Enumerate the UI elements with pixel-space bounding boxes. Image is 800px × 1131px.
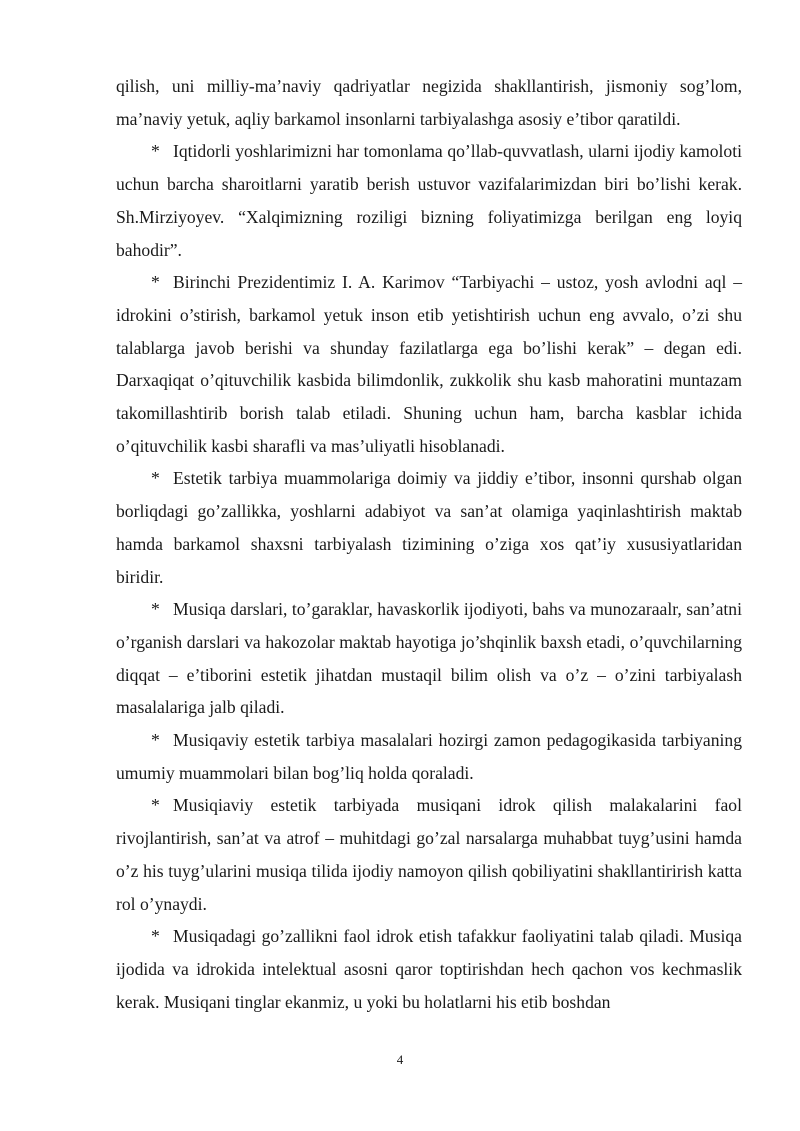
- asterisk-bullet-icon: *: [151, 599, 160, 620]
- asterisk-bullet-icon: *: [151, 926, 160, 947]
- paragraph-continuation: [116, 70, 742, 135]
- paragraph-text: Musiqaviy estetik tarbiya masalalari hozirgi zamon pedagogikasida tarbiyaning umumiy muammolari bilan bog’liq holda qoraladi.: [116, 730, 742, 783]
- paragraph-text: Musiqa darslari, to’garaklar, havaskorlik ijodiyoti, bahs va munozaraalr, san’atni o’rganish darslari va hakozolar maktab hayotiga jo’shqinlik baxsh etadi, o’quvchilarning diqqat – e’tiborini estetik jihatdan mustaqil bilim olish va o’z – o’zini tarbiyalash masalalariga jalb qiladi.: [116, 599, 742, 718]
- bullet-paragraph-karimov-quote: [116, 266, 742, 462]
- paragraph-text: qilish, uni milliy-ma’naviy qadriyatlar negizida shakllantirish, jismoniy sog’lom, ma’naviy yetuk, aqliy barkamol insonlarni tarbiyalashga asosiy e’tibor qaratildi.: [116, 76, 742, 129]
- paragraph-text: Musiqiaviy estetik tarbiyada musiqani idrok qilish malakalarini faol rivojlantirish, san’at va atrof – muhitdagi go’zal narsalarga muhabbat tuyg’usini hamda o’z his tuyg’ularini musiqa tilida ijodiy namoyon qilish qobiliyatini shakllantirirish katta rol o’ynaydi.: [116, 795, 742, 914]
- bullet-paragraph-music-perception: [116, 789, 742, 920]
- asterisk-bullet-icon: *: [151, 795, 160, 816]
- bullet-paragraph-music-lessons: [116, 593, 742, 724]
- asterisk-bullet-icon: *: [151, 730, 160, 751]
- bullet-paragraph-aesthetic-education: [116, 462, 742, 593]
- paragraph-text: Iqtidorli yoshlarimizni har tomonlama qo’llab-quvvatlash, ularni ijodiy kamoloti uchun barcha sharoitlarni yaratib berish ustuvor vazifalarimizdan biri bo’lishi kerak. Sh.Mirziyoyev. “Xalqimizning roziligi bizning foliyatimizga berilgan eng loyiq bahodir”.: [116, 141, 742, 260]
- page-number: 4: [396, 1052, 404, 1067]
- asterisk-bullet-icon: *: [151, 468, 160, 489]
- document-body: [116, 70, 742, 1018]
- paragraph-text: Estetik tarbiya muammolariga doimiy va jiddiy e’tibor, insonni qurshab olgan borliqdagi go’zallikka, yoshlarni adabiyot va san’at olamiga yaqinlashtirish maktab hamda barkamol shaxsni tarbiyalash tizimining o’ziga xos qat’iy xususiyatlaridan biridir.: [116, 468, 742, 587]
- asterisk-bullet-icon: *: [151, 272, 160, 293]
- bullet-paragraph-beauty-in-music: [116, 920, 742, 1018]
- paragraph-text: Musiqadagi go’zallikni faol idrok etish tafakkur faoliyatini talab qiladi. Musiqa ijodida va idrokida intelektual asosni qaror toptirishdan hech qachon vos kechmaslik kerak. Musiqani tinglar ekanmiz, u yoki bu holatlarni his etib boshdan: [116, 926, 742, 1012]
- bullet-paragraph-musical-aesthetics: [116, 724, 742, 789]
- bullet-paragraph-gifted-youth: [116, 135, 742, 266]
- paragraph-text: Birinchi Prezidentimiz I. A. Karimov “Tarbiyachi – ustoz, yosh avlodni aql – idrokini o’stirish, barkamol yetuk inson etib yetishtirish uchun eng avvalo, o’zi shu talablarga javob berishi va shunday fazilatlarga ega bo’lishi kerak” – degan edi. Darxaqiqat o’qituvchilik kasbida bilimdonlik, zukkolik shu kasb mahoratini muntazam takomillashtirib borish talab etiladi. Shuning uchun ham, barcha kasblar ichida o’qituvchilik kasbi sharafli va mas’uliyatli hisoblanadi.: [116, 272, 742, 456]
- asterisk-bullet-icon: *: [151, 141, 160, 162]
